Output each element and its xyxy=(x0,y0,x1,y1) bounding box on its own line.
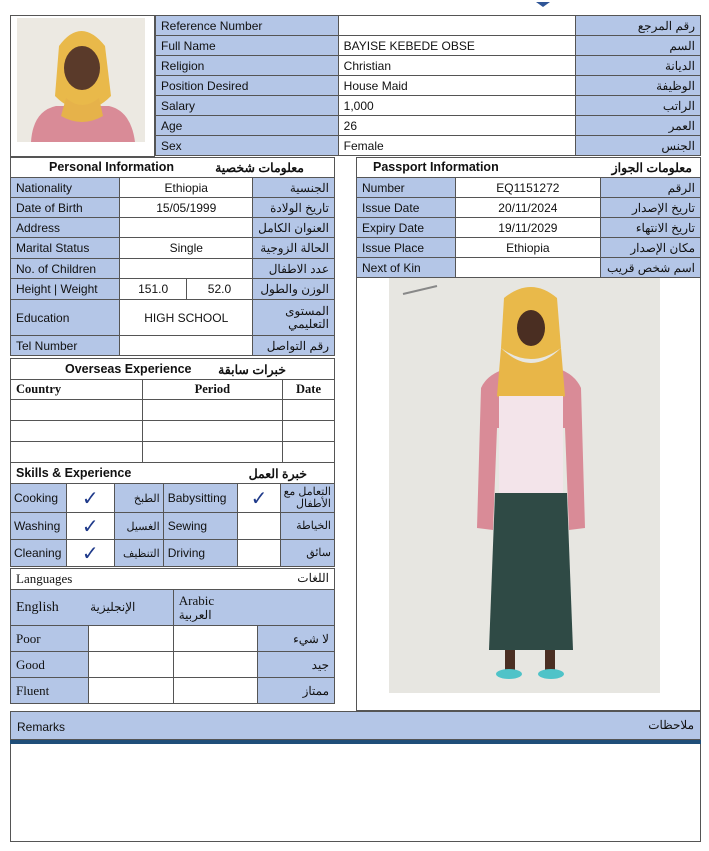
skill-label: Driving xyxy=(163,540,238,567)
passport-row xyxy=(357,218,701,238)
full-body-photo-frame xyxy=(356,278,701,711)
children-label: No. of Children xyxy=(11,259,120,279)
passport-title-ar: معلومات الجواز xyxy=(611,161,692,175)
weight-value: 52.0 xyxy=(186,279,252,300)
passport-label: Expiry Date xyxy=(357,218,456,238)
passport-label: Next of Kin xyxy=(357,258,456,278)
skill-label-ar-line1: سائق xyxy=(306,547,331,559)
level-english-cell xyxy=(88,678,173,704)
marital-value: Single xyxy=(120,238,253,259)
skill-label-ar xyxy=(280,513,334,540)
level-label: Fluent xyxy=(11,678,89,704)
skill-label-ar: التنظيف xyxy=(114,540,163,567)
language-level-row xyxy=(11,678,335,704)
passport-value: Ethiopia xyxy=(455,238,600,258)
top-label: Position Desired xyxy=(156,76,339,96)
address-value xyxy=(120,218,253,238)
education-label: Education xyxy=(11,300,120,336)
passport-row xyxy=(357,238,701,258)
skill-label-ar xyxy=(280,484,334,513)
level-english-cell xyxy=(88,626,173,652)
passport-label-ar: تاريخ الإصدار xyxy=(601,198,701,218)
tel-label-ar: رقم التواصل xyxy=(253,336,335,356)
language-arabic-ar: العربية xyxy=(178,607,212,622)
top-marker xyxy=(536,0,550,7)
passport-label-ar: تاريخ الانتهاء xyxy=(601,218,701,238)
top-value xyxy=(338,16,576,36)
top-value: BAYISE KEBEDE OBSE xyxy=(338,36,576,56)
overseas-title-en: Overseas Experience xyxy=(65,361,192,376)
top-label-ar: الراتب xyxy=(576,96,701,116)
level-label-ar: جيد xyxy=(258,652,335,678)
education-value: HIGH SCHOOL xyxy=(120,300,253,336)
top-value: 1,000 xyxy=(338,96,576,116)
passport-value: 19/11/2029 xyxy=(455,218,600,238)
top-label: Religion xyxy=(156,56,339,76)
tel-value xyxy=(120,336,253,356)
education-label-ar xyxy=(253,300,335,336)
top-value: Female xyxy=(338,136,576,156)
marital-label-ar: الحالة الزوجية xyxy=(253,238,335,259)
skill-check: ✓ xyxy=(66,513,114,540)
nationality-label-ar: الجنسية xyxy=(253,178,335,198)
level-label-ar: لا شيء xyxy=(258,626,335,652)
passport-label: Number xyxy=(357,178,456,198)
col-country: Country xyxy=(11,380,143,400)
skill-label: Babysitting xyxy=(163,484,238,513)
level-label: Poor xyxy=(11,626,89,652)
skill-label: Cooking xyxy=(11,484,67,513)
passport-row xyxy=(357,258,701,278)
top-label-ar: الجنس xyxy=(576,136,701,156)
level-english-cell xyxy=(88,652,173,678)
skill-label-ar-line1: الخياطة xyxy=(296,520,331,532)
language-english-ar: الإنجليزية xyxy=(90,599,136,614)
skills-table xyxy=(10,462,335,567)
passport-label-ar: الرقم xyxy=(601,178,701,198)
skill-label: Washing xyxy=(11,513,67,540)
skills-title-en: Skills & Experience xyxy=(16,465,132,480)
top-info-table xyxy=(155,15,701,156)
passport-row xyxy=(357,178,701,198)
height-weight-label: Height | Weight xyxy=(11,279,120,300)
skill-label: Sewing xyxy=(163,513,238,540)
top-label: Salary xyxy=(156,96,339,116)
remarks-label: Remarks xyxy=(17,720,66,734)
passport-table xyxy=(356,157,701,278)
skill-label-ar-line1: التعامل مع xyxy=(283,486,331,498)
top-label: Reference Number xyxy=(156,16,339,36)
top-info-row xyxy=(156,116,701,136)
level-arabic-cell xyxy=(173,652,257,678)
skill-check-empty xyxy=(238,540,280,567)
skill-check: ✓ xyxy=(238,484,280,513)
skills-row xyxy=(11,484,335,513)
skill-label: Cleaning xyxy=(11,540,67,567)
top-label-ar: رقم المرجع xyxy=(576,16,701,36)
col-period: Period xyxy=(142,380,282,400)
skill-label-ar xyxy=(280,540,334,567)
top-label: Full Name xyxy=(156,36,339,56)
level-label-ar: ممتاز xyxy=(258,678,335,704)
remarks-area[interactable] xyxy=(10,744,701,842)
overseas-table xyxy=(10,358,335,463)
passport-value xyxy=(455,258,600,278)
language-level-row xyxy=(11,652,335,678)
top-label-ar: السم xyxy=(576,36,701,56)
education-label-ar-line2: التعليمي xyxy=(288,316,329,331)
tel-label: Tel Number xyxy=(11,336,120,356)
level-arabic-cell xyxy=(173,626,257,652)
top-info-row xyxy=(156,16,701,36)
skills-row xyxy=(11,513,335,540)
level-arabic-cell xyxy=(173,678,257,704)
dob-label-ar: تاريخ الولادة xyxy=(253,198,335,218)
top-label: Age xyxy=(156,116,339,136)
passport-row xyxy=(357,198,701,218)
full-body-photo xyxy=(389,278,660,693)
top-label: Sex xyxy=(156,136,339,156)
address-label: Address xyxy=(11,218,120,238)
address-label-ar: العنوان الكامل xyxy=(253,218,335,238)
languages-title-ar: اللغات xyxy=(297,571,329,585)
language-english: English xyxy=(16,599,59,615)
overseas-row xyxy=(11,421,335,442)
language-level-row xyxy=(11,626,335,652)
skills-row xyxy=(11,540,335,567)
nationality-value: Ethiopia xyxy=(120,178,253,198)
top-info-row xyxy=(156,76,701,96)
top-label-ar: العمر xyxy=(576,116,701,136)
passport-value: EQ1151272 xyxy=(455,178,600,198)
col-date: Date xyxy=(283,380,335,400)
remarks-bar xyxy=(10,711,701,740)
skill-check-empty xyxy=(238,513,280,540)
dob-label: Date of Birth xyxy=(11,198,120,218)
top-info-row xyxy=(156,36,701,56)
top-value: 26 xyxy=(338,116,576,136)
skill-label-ar-line2: الأطفال xyxy=(296,498,331,510)
top-value: Christian xyxy=(338,56,576,76)
height-weight-label-ar: الوزن والطول xyxy=(253,279,335,300)
top-value: House Maid xyxy=(338,76,576,96)
education-label-ar-line1: المستوى xyxy=(285,303,329,318)
personal-title-en: Personal Information xyxy=(49,160,175,174)
skill-check: ✓ xyxy=(66,484,114,513)
passport-label: Issue Place xyxy=(357,238,456,258)
overseas-title-ar: خبرات سابقة xyxy=(218,362,286,377)
passport-label: Issue Date xyxy=(357,198,456,218)
headshot-photo xyxy=(10,15,155,157)
language-arabic: Arabic xyxy=(178,592,215,608)
personal-info-table xyxy=(10,157,335,356)
passport-value: 20/11/2024 xyxy=(455,198,600,218)
top-info-row xyxy=(156,56,701,76)
level-label: Good xyxy=(11,652,89,678)
top-info-row xyxy=(156,136,701,156)
overseas-row xyxy=(11,400,335,421)
skills-title-ar: خبرة العمل xyxy=(248,466,307,481)
skill-label-ar: الغسيل xyxy=(114,513,163,540)
passport-title-en: Passport Information xyxy=(373,160,499,174)
marital-label: Marital Status xyxy=(11,238,120,259)
top-info-row xyxy=(156,96,701,116)
passport-label-ar: مكان الإصدار xyxy=(601,238,701,258)
nationality-label: Nationality xyxy=(11,178,120,198)
dob-value: 15/05/1999 xyxy=(120,198,253,218)
top-label-ar: الوظيفة xyxy=(576,76,701,96)
top-label-ar: الديانة xyxy=(576,56,701,76)
passport-label-ar: اسم شخص قريب xyxy=(601,258,701,278)
skill-label-ar: الطبخ xyxy=(114,484,163,513)
height-value: 151.0 xyxy=(120,279,186,300)
skill-check: ✓ xyxy=(66,540,114,567)
remarks-label-ar: ملاحظات xyxy=(648,718,694,732)
languages-title-en: Languages xyxy=(16,571,73,586)
children-label-ar: عدد الاطفال xyxy=(253,259,335,279)
personal-title-ar: معلومات شخصية xyxy=(215,161,304,175)
languages-table xyxy=(10,568,335,704)
overseas-row xyxy=(11,442,335,463)
children-value xyxy=(120,259,253,279)
